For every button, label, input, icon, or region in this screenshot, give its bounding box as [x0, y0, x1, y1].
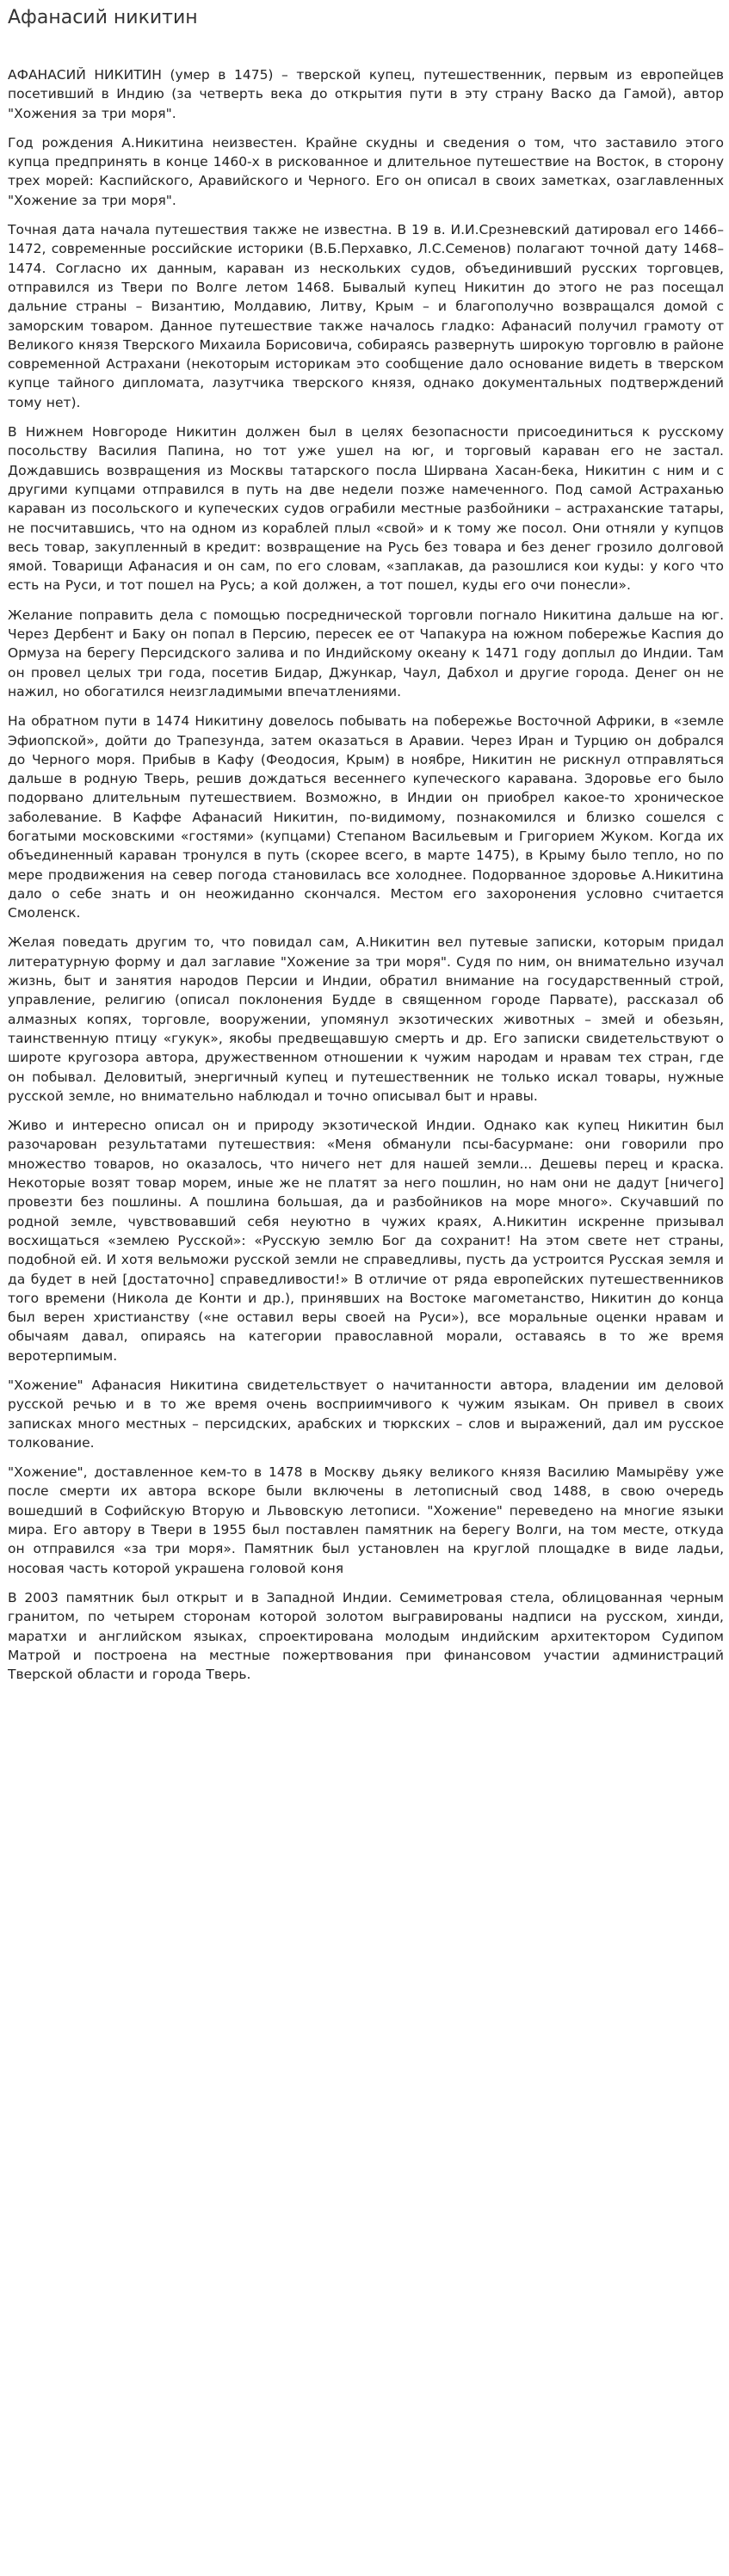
paragraph-india-monument: В 2003 памятник был открыт и в Западной Индии. Семиметровая стела, облицованная черным гранитом, по четырем сторонам которой золотом выгравированы надписи на русском, хинди, маратхи и английском языках, спроектирована молодым индийским архитектором Судипом Матрой и построена на местные пожертвования при финансовом участии администраций Тверской области и города Тверь. [8, 1589, 724, 1683]
paragraph-india: Желание поправить дела с помощью посреднической торговли погнало Никитина дальше на юг. Через Дербент и Баку он попал в Персию, пересек ее от Чапакура на южном побережье Каспия до Ормуза на берегу Персидского залива и по Индийскому океану к 1471 году доплыл до Индии. Там он провел целых три года, посетив Бидар, Джункар, Чаул, Дабхол и другие города. Денег он не нажил, но обогатился неизгладимыми впечатлениями. [8, 607, 724, 699]
paragraph-notes: Желая поведать другим то, что повидал сам, А.Никитин вел путевые записки, которым придал литературную форму и дал заглавие "Хожение за три моря". Судя по ним, он внимательно изучал жизнь, быт и занятия народов Персии и Индии, обратил внимание на государственный строй, управление, религию (описал поклонения Будде в священном городе Парвате), рассказал об алмазных копях, торговле, вооружении, упомянул экзотических животных – змей и обезьян, таинственную птицу «гукук», якобы предвещавшую смерть и др. Его записки свидетельствуют о широте кругозора автора, дружественном отношении к чужим народам и нравам тех стран, где он побывал. Деловитый, энергичный купец и путешественник не только искал товары, нужные русской земле, но внимательно наблюдал и точно описывал быт и нравы. [8, 934, 724, 1104]
paragraph-journey-start: Точная дата начала путешествия также не известна. В 19 в. И.И.Срезневский датировал его 1466–1472, современные российские историки (В.Б.Перхавко, Л.С.Семенов) полагают точной дату 1468–1474. Согласно их данным, караван из нескольких судов, объединивший русских торговцев, отправился из Твери по Волге летом 1468. Бывалый купец Никитин до этого не раз посещал дальние страны – Византию, Молдавию, Литву, Крым – и благополучно возвращался домой с заморским товаром. Данное путешествие также началось гладко: Афанасий получил грамоту от Великого князя Тверского Михаила Борисовича, собираясь развернуть широкую торговлю в районе современной Астрахани (некоторым историкам это сообщение дало основание видеть в тверском купце тайного дипломата, лазутчика тверского князя, однако документальных подтверждений тому нет). [8, 222, 724, 410]
paragraph-nizhny-novgorod: В Нижнем Новгороде Никитин должен был в целях безопасности присоединиться к русскому посольству Василия Папина, но тот уже ушел на юг, и торговый караван его не застал. Дождавшись возвращения из Москвы татарского посла Ширвана Хасан-бека, Никитин с ним и с другими купцами отправился в путь на две недели позже намеченного. Под самой Астраханью караван из посольского и купеческих судов ограбили местные разбойники – астраханские татары, не посчитавшись, что на одном из кораблей плыл «свой» и к тому же посол. Они отняли у купцов весь товар, закупленный в кредит: возвращение на Русь без товара и без денег грозило долговой ямой. Товарищи Афанасия и он сам, по его словам, «заплакав, да разошлися кои куды: у кого что есть на Руси, и тот пошел на Русь; а кой должен, а тот пошел, куды его очи понесли». [8, 424, 724, 594]
page-title: Афанасий никитин [8, 7, 198, 28]
paragraph-intro: АФАНАСИЙ НИКИТИН (умер в 1475) – тверской купец, путешественник, первым из европейцев посетивший в Индию (за четверть века до открытия пути в эту страну Васко да Гамой), автор "Хожения за три моря". [8, 67, 724, 121]
paragraph-language: "Хожение" Афанасия Никитина свидетельствует о начитанности автора, владении им деловой русской речью и в то же время очень восприимчивого к чужим языкам. Он привел в своих записках много местных – персидских, арабских и тюркских – слов и выражений, дал им русское толкование. [8, 1377, 724, 1451]
paragraph-birth: Год рождения А.Никитина неизвестен. Крайне скудны и сведения о том, что заставило этого купца предпринять в конце 1460-х в рискованное и длительное путешествие на Восток, в сторону трех морей: Каспийского, Аравийского и Черного. Его он описал в своих заметках, озаглавленных "Хожение за три моря". [8, 134, 724, 208]
paragraph-return: На обратном пути в 1474 Никитину довелось побывать на побережье Восточной Африки, в «земле Эфиопской», дойти до Трапезунда, затем оказаться в Аравии. Через Иран и Турцию он добрался до Черного моря. Прибыв в Кафу (Феодосия, Крым) в ноябре, Никитин не рискнул отправляться дальше в родную Тверь, решив дождаться весеннего купеческого каравана. Здоровье его было подорвано длительным путешествием. Возможно, в Индии он приобрел какое-то хроническое заболевание. В Каффе Афанасий Никитин, по-видимому, познакомился и близко сошелся с богатыми московскими «гостями» (купцами) Степаном Васильевым и Григорием Жуком. Когда их объединенный караван тронулся в путь (скорее всего, в марте 1475), в Крыму было тепло, но по мере продвижения на север погода становилась все холоднее. Подорванное здоровье А.Никитина дало о себе знать и он неожиданно скончался. Местом его захоронения условно считается Смоленск. [8, 713, 724, 921]
paragraph-nature: Живо и интересно описал он и природу экзотической Индии. Однако как купец Никитин был разочарован результатами путешествия: «Меня обманули псы-басурмане: они говорили про множество товаров, но оказалось, что ничего нет для нашей земли... Дешевы перец и краска. Некоторые возят товар морем, иные же не платят за него пошлин, но нам они не дадут [ничего] провезти без пошлины. А пошлина большая, да и разбойников на море много». Скучавший по родной земле, чувствовавший себя неуютно в чужих краях, А.Никитин искренне призывал восхищаться «землею Русской»: «Русскую землю Бог да сохранит! На этом свете нет страны, подобной ей. И хотя вельможи русской земли не справедливы, пусть да устроится Русская земля и да будет в ней [достаточно] справедливости!» В отличие от ряда европейских путешественников того времени (Никола де Конти и др.), принявших на Востоке магометанство, Никитин до конца был верен христианству («не оставил веры своей на Руси»), все моральные оценки нравам и обычаям давал, опираясь на категории православной морали, оставаясь в то же время веротерпимым. [8, 1118, 724, 1364]
paragraph-legacy: "Хожение", доставленное кем-то в 1478 в Москву дьяку великого князя Василию Мамырёву уже после смерти их автора вскоре были включены в летописный свод 1488, в свою очередь вошедший в Софийскую Вторую и Львовскую летописи. "Хожение" переведено на многие языки мира. Его автору в Твери в 1955 был поставлен памятник на берегу Волги, на том месте, откуда он отправился «за три моря». Памятник был установлен на круглой площадке в виде ладьи, носовая часть которой украшена головой коня [8, 1464, 724, 1576]
